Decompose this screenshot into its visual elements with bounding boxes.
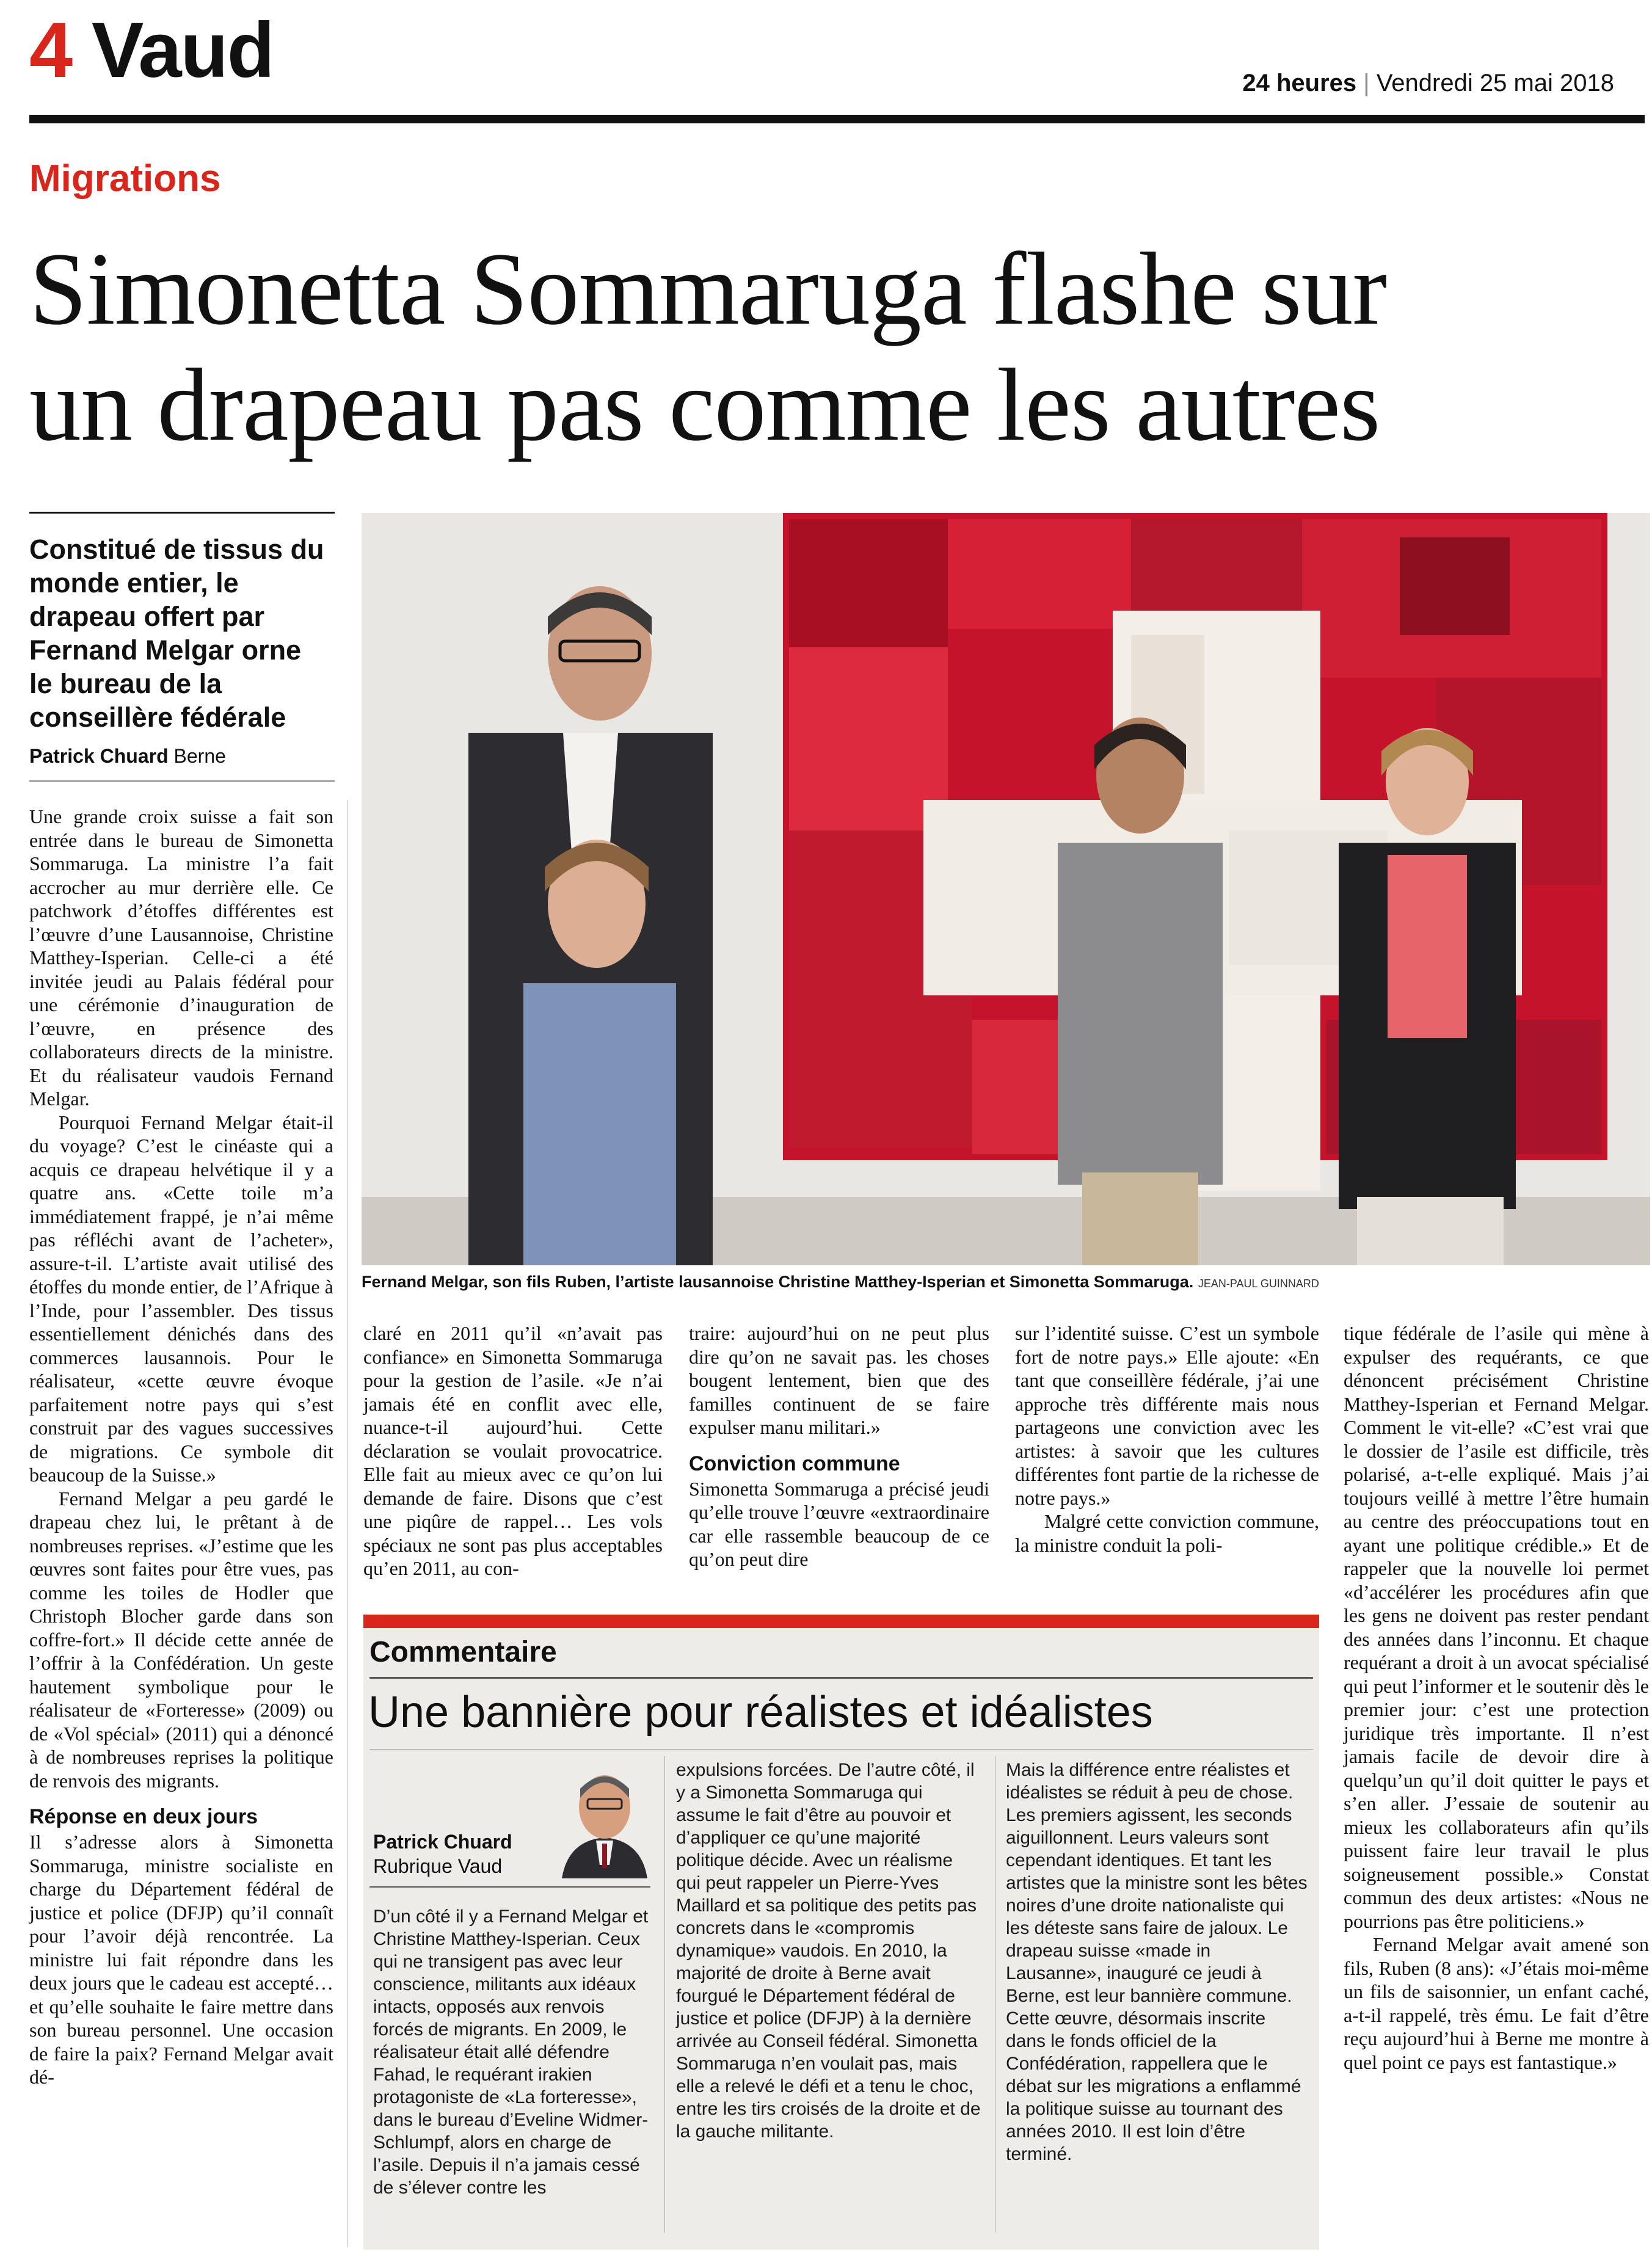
- commentary-top-bar: [363, 1615, 1319, 1628]
- commentary-divider: [369, 1677, 1313, 1679]
- commentary-paragraph: D’un côté il y a Fernand Melgar et Christine Matthey-Isperian. Ceux qui ne transigent pas avec leur conscience, militants aux idéaux intacts, opposés aux renvois forcés de migrants. En 2009, le réalisateur était allé défendre Fahad, le requérant irakien protagoniste de «La forteresse», dans le bureau d’Eveline Widmer-Schlumpf, alors en charge de l’asile. Depuis il n’a jamais cessé de s’élever contre les: [373, 1906, 649, 2198]
- byline-location: Berne: [173, 745, 226, 767]
- separator: |: [1363, 70, 1377, 96]
- commentary-column-1: [373, 1905, 649, 2199]
- article-paragraph: Fernand Melgar avait amené son fils, Ruben (8 ans): «J’étais moi-même un fils de saisonnier, un enfant caché, a-t-il rappelé, très ému. Le fait d’être reçu aujourd’hui à Berne me montre à quel point ce pays est fantastique.»: [1344, 1933, 1649, 2073]
- photo-caption: [362, 1271, 1650, 1294]
- page-number: 4: [29, 7, 73, 94]
- subhead-reponse: Réponse en deux jours: [29, 1805, 258, 1828]
- article-paragraph: claré en 2011 qu’il «n’avait pas confiance» en Simonetta Sommaruga pour la gestion de l’asile. «Je n’ai jamais été en conflit avec elle, nuance-t-il aujourd’hui. Cette déclaration se voulait provocatrice. Elle fait au mieux avec ce qu’on lui demande de faire. Disons que c’est une piqûre de rappel… Les vols spéciaux ne sont pas plus acceptables qu’en 2011, au con-: [363, 1322, 663, 1579]
- byline-rule: [29, 780, 335, 782]
- subhead-conviction: Conviction commune: [689, 1452, 900, 1475]
- article-paragraph: sur l’identité suisse. C’est un symbole fort de notre pays.» Elle ajoute: «En tant que conseillère fédérale, j’ai une approche très différente mais nous partageons une conviction avec les artistes: à savoir que les cultures différentes font partie de la richesse de notre pays.»: [1015, 1322, 1319, 1509]
- article-paragraph: Pourquoi Fernand Melgar était-il du voyage? C’est le cinéaste qui a acquis ce drapeau helvétique il y a quatre ans. «Cette toile m’a immédiatement frappé, je n’ai même pas réfléchi avant de l’acheter», assure-t-il. L’artiste avait utilisé des étoffes du monde entier, de l’Afrique à l’Inde, pour l’assembler. Des tissus essentiellement dénichés dans des commerces lausannois. Pour le réalisateur, «cette œuvre évoque parfaitement notre pays qui s’est construit par des vagues successives de migrations. Ce symbole dit beaucoup de la Suisse.»: [29, 1111, 333, 1486]
- article-column-3: [689, 1321, 989, 1571]
- article-paragraph: tique fédérale de l’asile qui mène à expulser des requérants, ce que dénoncent précisément Christine Matthey-Isperian et Fernand Melgar. Comment le vit-elle? «C’est vrai que le dossier de l’asile est difficile, très polarisé, a-t-elle expliqué. Mais j’ai toujours veillé à mettre l’être humain au centre des préoccupations tout en ayant une politique crédible.» Et de rappeler que la nouvelle loi permet «d’accélérer les procédures afin que les gens ne doivent pas rester pendant des années dans l’inconnu. Et chaque requérant a droit à un avocat spécialisé qui peut l’informer et le soutenir dès le premier jour: c’est une protection juridique très importante. Il n’est jamais facile de devoir dire à quelqu’un qu’il doit quitter le pays et s’en aller. J’essaie de soutenir au mieux les collaborateurs afin qu’ils puissent faire leur travail le plus soigneusement possible.» Constat commun des deux artistes: «Nous ne pourrions pas être politiciens.»: [1344, 1322, 1649, 1932]
- commentary-divider-2: [369, 1749, 1313, 1750]
- commentary-author-role: Rubrique Vaud: [373, 1855, 503, 1877]
- commentary-paragraph: expulsions forcées. De l’autre côté, il y a Simonetta Sommaruga qui assume le fait d’être au pouvoir et d’appliquer ce qu’une majorité politique décide. Avec un réalisme qui peut rappeler un Pierre-Yves Maillard et sa politique des petits pas concrets dans le «compromis dynamique» vaudois. En 2010, la majorité de droite à Berne avait fourgué le Département fédéral de justice et police (DFJP) à la dernière arrivée au Conseil fédéral. Simonetta Sommaruga n’en voulait pas, mais elle a relevé le défi et a tenu le choc, entre les tirs croisés de la droite et de la gauche militante.: [676, 1760, 981, 2142]
- author-divider: [369, 1886, 650, 1888]
- commentary-author: [373, 1830, 512, 1878]
- caption-text: Fernand Melgar, son fils Ruben, l’artiste lausannoise Christine Matthey-Isperian et Simonetta Sommaruga.: [362, 1273, 1194, 1291]
- headline: [29, 231, 1648, 463]
- article-paragraph: traire: aujourd’hui on ne peut plus dire qu’on ne savait pas. les choses bougent lentement, bien que des familles continuent de se faire expulser manu militari.»: [689, 1322, 989, 1438]
- article-column-5: [1344, 1321, 1649, 2074]
- commentary-box: [363, 1615, 1319, 2250]
- headline-line-2: un drapeau pas comme les autres: [29, 347, 1380, 462]
- photo-credit: JEAN-PAUL GUINNARD: [1198, 1278, 1319, 1290]
- header-rule: [29, 115, 1645, 123]
- headline-line-1: Simonetta Sommaruga flashe sur: [29, 231, 1387, 346]
- newspaper-name: 24 heures: [1242, 70, 1357, 96]
- article-paragraph: Malgré cette conviction commune, la ministre conduit la poli-: [1015, 1510, 1319, 1556]
- commentary-column-2: [676, 1759, 981, 2143]
- lead-rule: [29, 512, 335, 514]
- article-paragraph: Fernand Melgar a peu gardé le drapeau chez lui, le prêtant à de nombreuses reprises. «J’estime que les œuvres sont faites pour être vues, pas comme les toiles de Hodler que Christoph Blocher garde dans son coffre-fort.» Il décide cette année de l’offrir à la Confédération. Un geste hautement symbolique pour le réalisateur de «Forteresse» (2009) ou de «Vol spécial» (2011) qui a dénoncé à de nombreuses reprises la politique de renvois des migrants.: [29, 1487, 333, 1792]
- article-paragraph: Une grande croix suisse a fait son entrée dans le bureau de Simonetta Sommaruga. La ministre l’a fait accrocher au mur derrière elle. Ce patchwork d’étoffes différentes est l’œuvre d’une Lausannoise, Christine Matthey-Isperian. Celle-ci a été invitée jeudi au Palais fédéral pour une cérémonie d’inauguration de l’œuvre, en présence des collaborateurs directs de la ministre. Et du réalisateur vaudois Fernand Melgar.: [29, 805, 333, 1110]
- commentary-column-3: [1006, 1759, 1308, 2165]
- article-paragraph: Il s’adresse alors à Simonetta Sommaruga, ministre socialiste en charge du Département fédéral de justice et police (DFJP) qu’il connaît pour l’avoir déjà rencontrée. La ministre lui fait répondre dans les deux jours que le cadeau est accepté… et qu’elle souhaite le faire mettre dans son bureau personnel. Une occasion de faire la paix? Fernand Melgar avait dé-: [29, 1831, 333, 2088]
- commentary-title: Une bannière pour réalistes et idéalistes: [368, 1688, 1153, 1737]
- rubric: Migrations: [29, 158, 221, 200]
- issue-date: Vendredi 25 mai 2018: [1376, 70, 1614, 96]
- photo: [362, 513, 1650, 1265]
- author-portrait: [556, 1761, 653, 1878]
- article-column-2: [363, 1321, 663, 1580]
- section-title: Vaud: [92, 7, 274, 94]
- commentary-label: Commentaire: [369, 1636, 557, 1668]
- commentary-col-rule: [664, 1756, 665, 2233]
- column-rule: [347, 800, 348, 2247]
- article-column-1: [29, 805, 333, 2089]
- author-avatar: [556, 1761, 653, 1878]
- commentary-paragraph: Mais la différence entre réalistes et idéalistes se réduit à peu de chose. Les premiers agissent, les seconds aiguillonnent. Leurs valeurs sont cependant identiques. Et tant les artistes que la ministre sont les bêtes noires d’une droite nationaliste qui les déteste sans faire de jaloux. Le drapeau suisse «made in Lausanne», inauguré ce jeudi à Berne, est leur bannière commune. Cette œuvre, désormais inscrite dans le fonds officiel de la Confédération, rappellera que le débat sur les migrations a enflammé la politique suisse au tournant des années 2010. Il est loin d’être terminé.: [1006, 1760, 1308, 2164]
- lead-text: Constitué de tissus du monde entier, le drapeau offert par Fernand Melgar orne le bureau de la conseillère fédérale: [29, 534, 324, 733]
- article-column-4: [1015, 1321, 1319, 1557]
- article-paragraph: Simonetta Sommaruga a précisé jeudi qu’elle trouve l’œuvre «extraordinaire car elle rassemble beaucoup de ce qu’on peut dire: [689, 1477, 989, 1570]
- commentary-author-name: Patrick Chuard: [373, 1831, 512, 1853]
- masthead-info: [1242, 68, 1614, 98]
- photo-illustration: [362, 513, 1650, 1265]
- byline-author: Patrick Chuard: [29, 745, 169, 767]
- byline: [29, 744, 226, 768]
